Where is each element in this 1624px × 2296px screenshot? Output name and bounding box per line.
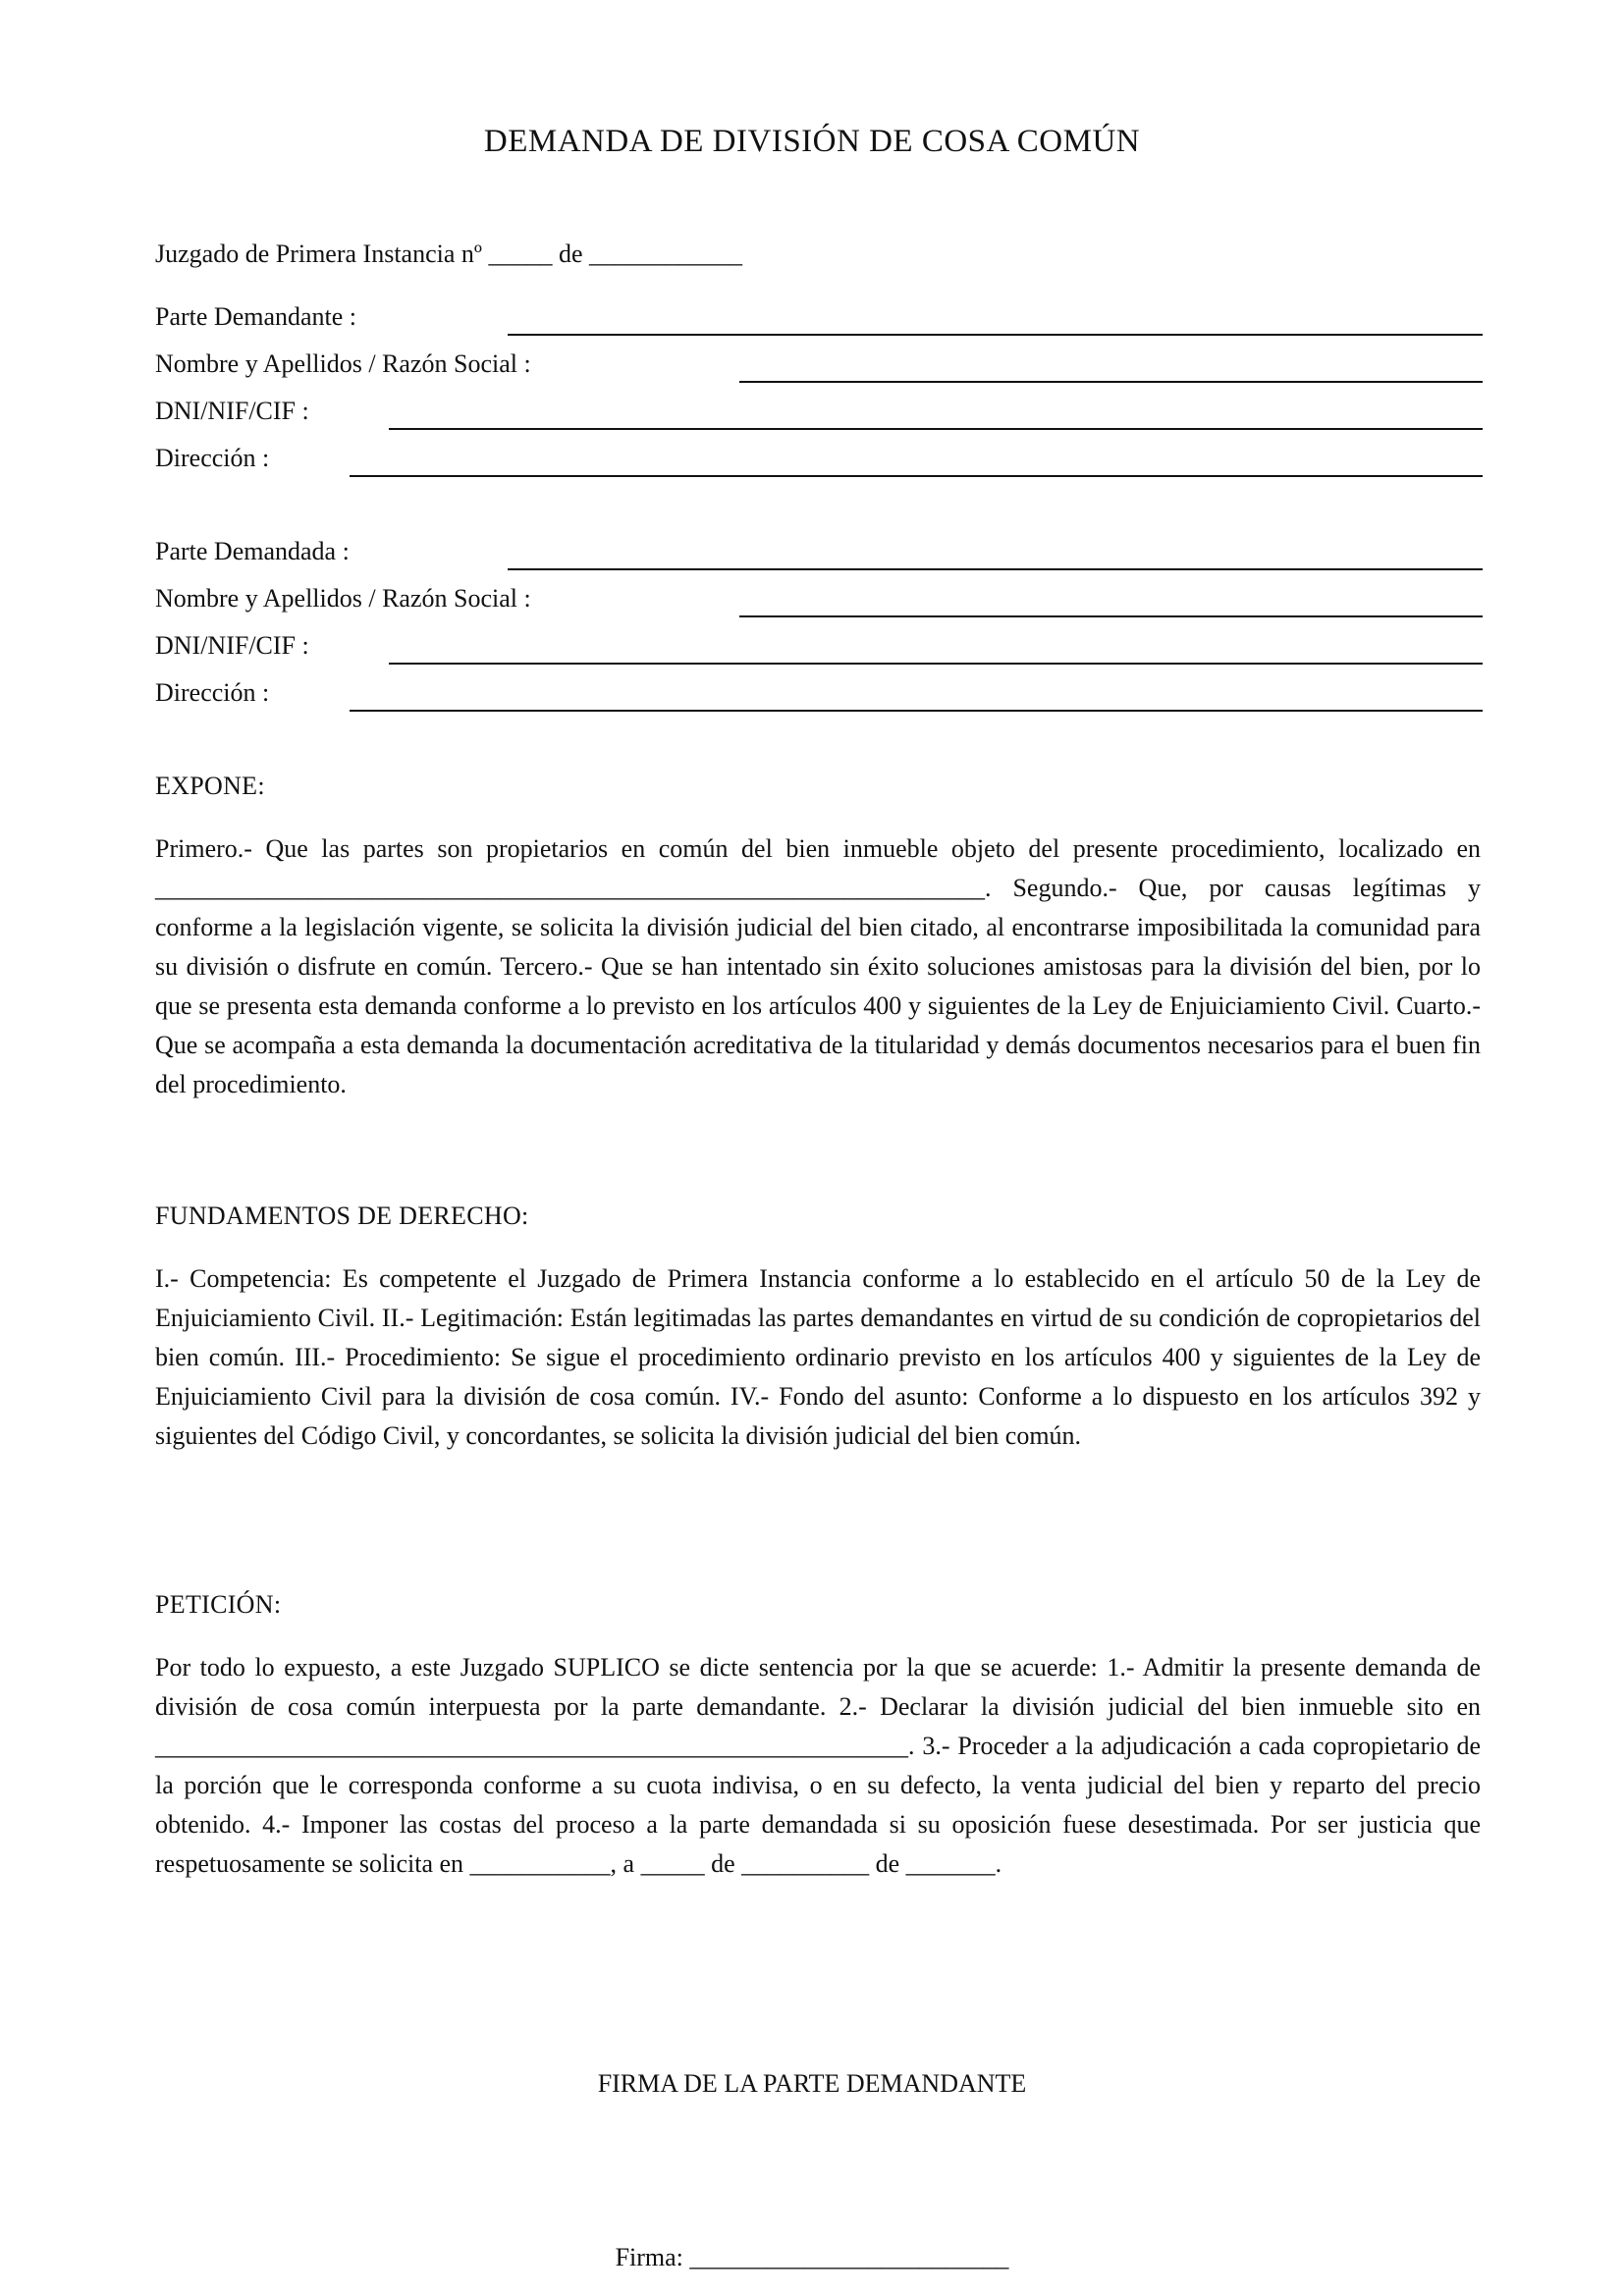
demandada-address-label: Dirección : bbox=[155, 678, 270, 707]
demandada-id-label: DNI/NIF/CIF : bbox=[155, 631, 309, 660]
fundamentos-text: I.- Competencia: Es competente el Juzgado de Primera Instancia conforme a lo establecido en el artículo 50 de la Ley de Enjuiciamiento Civil. II.- Legitimación: Están legitimadas las partes demandantes en virtud de su condición de copropietarios del bien común. III.- Procedimiento: Se sigue el procedimiento ordinario previsto en los artículos 400 y siguientes de la Ley de Enjuiciamiento Civil para la división de cosa común. IV.- Fondo del asunto: Conforme a lo dispuesto en los artículos 392 y siguientes del Código Civil, y concordantes, se solicita la división judicial del bien común. bbox=[155, 1264, 1481, 1450]
demandante-address-label: Dirección : bbox=[155, 444, 270, 472]
demandante-header: Parte Demandante : bbox=[155, 302, 357, 331]
expone-text: Primero.- Que las partes son propietarios en común del bien inmueble objeto del presente procedimiento, localizado en _________________________________________________________________. Segundo.- Que, por causas legítimas y conforme a la legislación vigente, se solicita la división judicial del bien citado, al encontrarse imposibilitada la comunidad para su división o disfrute en común. Tercero.- Que se han intentado sin éxito soluciones amistosas para la división del bien, por lo que se presenta esta demanda conforme a lo previsto en los artículos 400 y siguientes de la Ley de Enjuiciamiento Civil. Cuarto.- Que se acompaña a esta demanda la documentación acreditativa de la titularidad y demás documentos necesarios para el buen fin del procedimiento. bbox=[155, 834, 1481, 1098]
demandada-id-field[interactable] bbox=[389, 663, 1483, 665]
fundamentos-heading: FUNDAMENTOS DE DERECHO: bbox=[155, 1201, 529, 1230]
demandante-id-field[interactable] bbox=[389, 428, 1483, 430]
demandada-name-field[interactable] bbox=[739, 615, 1483, 617]
demandada-header-field[interactable] bbox=[508, 568, 1483, 570]
peticion-heading: PETICIÓN: bbox=[155, 1590, 282, 1619]
demandante-id-label: DNI/NIF/CIF : bbox=[155, 397, 309, 425]
signature-line[interactable]: Firma: _________________________ bbox=[615, 2243, 1009, 2271]
demandada-address-field[interactable] bbox=[350, 710, 1483, 712]
document-title: DEMANDA DE DIVISIÓN DE COSA COMÚN bbox=[483, 124, 1141, 159]
demandada-header: Parte Demandada : bbox=[155, 537, 350, 565]
demandante-name-field[interactable] bbox=[739, 381, 1483, 383]
court-line: Juzgado de Primera Instancia nº _____ de ____________ bbox=[155, 240, 742, 268]
demandante-address-field[interactable] bbox=[350, 475, 1483, 477]
demandada-name-label: Nombre y Apellidos / Razón Social : bbox=[155, 584, 531, 613]
peticion-text: Por todo lo expuesto, a este Juzgado SUPLICO se dicte sentencia por la que se acuerde: 1.- Admitir la presente demanda de división de cosa común interpuesta por la parte demandante. 2.- Declarar la división judicial del bien inmueble sito en ___________________________________________________________. 3.- Proceder a la adjudicación a cada copropietario de la porción que le corresponda conforme a su cuota indivisa, o en su defecto, la venta judicial del bien y reparto del precio obtenido. 4.- Imponer las costas del proceso a la parte demandada si su oposición fuese desestimada. Por ser justicia que respetuosamente se solicita en ___________, a _____ de __________ de _______. bbox=[155, 1653, 1481, 1878]
demandante-name-label: Nombre y Apellidos / Razón Social : bbox=[155, 349, 531, 378]
expone-heading: EXPONE: bbox=[155, 772, 265, 800]
demandante-header-field[interactable] bbox=[508, 334, 1483, 336]
signature-heading: FIRMA DE LA PARTE DEMANDANTE bbox=[597, 2069, 1027, 2098]
